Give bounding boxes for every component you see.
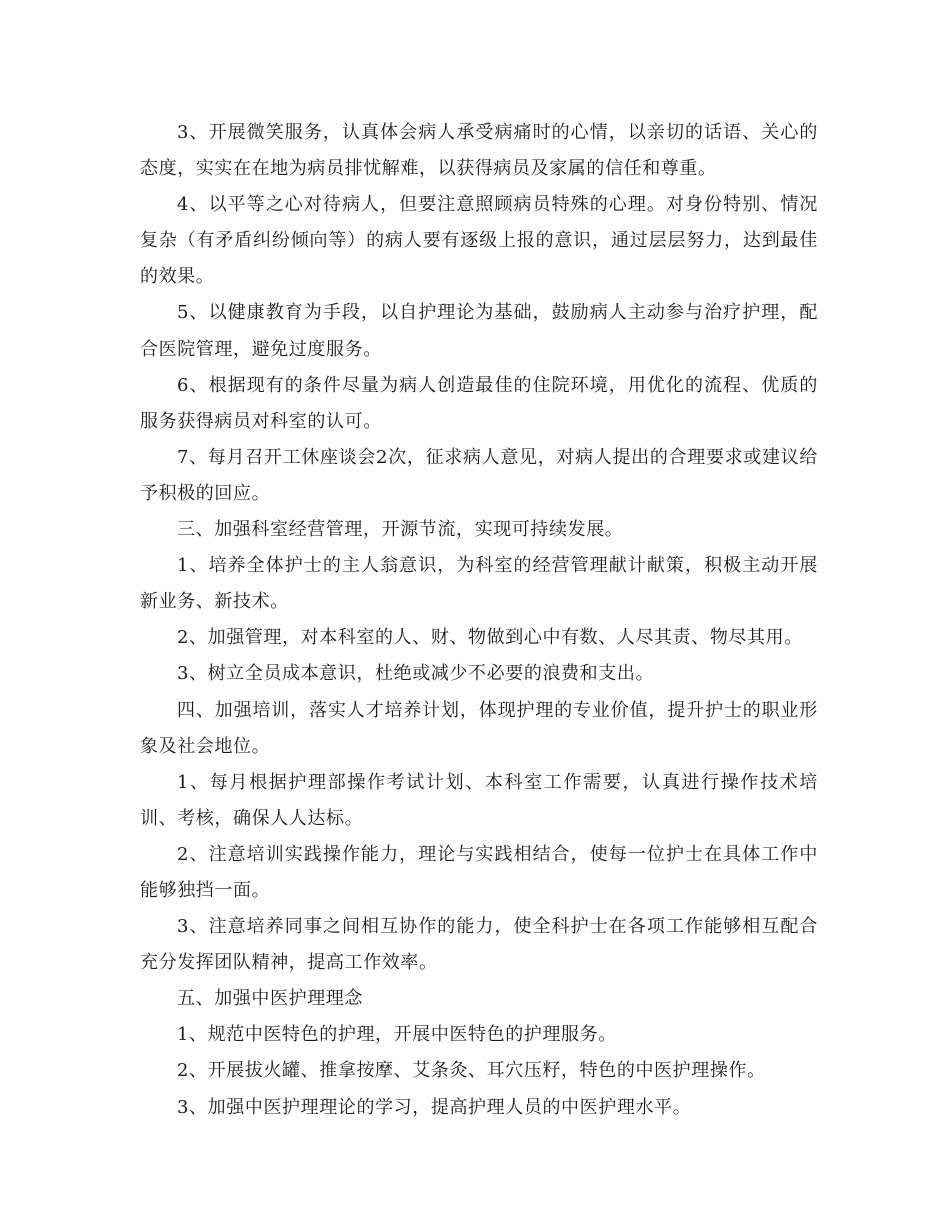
paragraph-tcm-theory: 3、加强中医护理理论的学习，提高护理人员的中医护理水平。 xyxy=(177,1096,692,1118)
section-heading-training: 四、加强培训，落实人才培养计划，体现护理的专业价值，提升护士的职业形象及社会地位。 xyxy=(140,699,818,757)
paragraph-strengthen-management: 2、加强管理，对本科室的人、财、物做到心中有数、人尽其责、物尽其用。 xyxy=(177,627,803,649)
section-heading-tcm-nursing: 五、加强中医护理理念 xyxy=(177,988,363,1010)
paragraph-health-education: 5、以健康教育为手段，以自护理论为基础，鼓励病人主动参与治疗护理，配合医院管理，避免过度服务。 xyxy=(140,302,818,360)
paragraph-ownership-awareness: 1、培养全体护士的主人翁意识，为科室的经营管理献计献策，积极主动开展新业务、新技术。 xyxy=(140,555,818,613)
section-heading-management: 三、加强科室经营管理，开源节流，实现可持续发展。 xyxy=(177,519,624,541)
paragraph-practice-ability: 2、注意培训实践操作能力，理论与实践相结合，使每一位护士在具体工作中能够独挡一面。 xyxy=(140,843,818,901)
paragraph-cost-awareness: 3、树立全员成本意识，杜绝或减少不必要的浪费和支出。 xyxy=(177,663,655,685)
paragraph-tcm-standard: 1、规范中医特色的护理，开展中医特色的护理服务。 xyxy=(177,1024,617,1046)
paragraph-monthly-training: 1、每月根据护理部操作考试计划、本科室工作需要，认真进行操作技术培训、考核，确保人人达标。 xyxy=(140,771,818,829)
document-body xyxy=(140,115,818,1126)
paragraph-patient-meeting: 7、每月召开工休座谈会2次，征求病人意见，对病人提出的合理要求或建议给予积极的回应。 xyxy=(140,446,818,504)
paragraph-tcm-operations: 2、开展拔火罐、推拿按摩、艾条灸、耳穴压籽，特色的中医护理操作。 xyxy=(177,1060,766,1082)
paragraph-teamwork: 3、注意培养同事之间相互协作的能力，使全科护士在各项工作能够相互配合充分发挥团队精神，提高工作效率。 xyxy=(140,916,818,974)
paragraph-hospital-environment: 6、根据现有的条件尽量为病人创造最佳的住院环境，用优化的流程、优质的服务获得病员对科室的认可。 xyxy=(140,374,818,432)
paragraph-service-smile: 3、开展微笑服务，认真体会病人承受病痛时的心情，以亲切的话语、关心的态度，实实在在地为病员排忧解难，以获得病员及家属的信任和尊重。 xyxy=(140,122,818,180)
paragraph-equal-treatment: 4、以平等之心对待病人，但要注意照顾病员特殊的心理。对身份特别、情况复杂（有矛盾纠纷倾向等）的病人要有逐级上报的意识，通过层层努力，达到最佳的效果。 xyxy=(140,194,818,288)
